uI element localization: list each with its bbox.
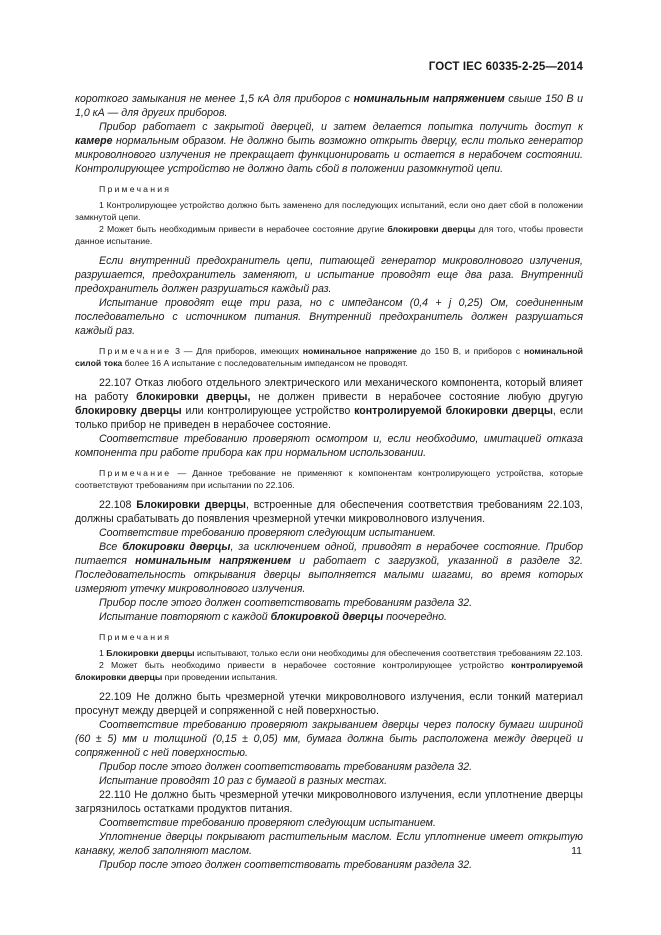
paragraph-fuse-test: Если внутренний предохранитель цепи, питающей генератор микроволнового излучения, разрушается, предохранитель заменяют, и испытание проводят еще два раза. Внутренний предохранитель должен разрушаться каждый раз. — [75, 255, 583, 295]
note-22-107: Примечание — Данное требование не применяют к компонентам контролирующего устройства, которые соответствуют требованиям при испытании по 22.106. — [75, 468, 583, 490]
note-2-item-2: 2 Может быть необходимо привести в нерабочее состояние контролирующее устройство контролируемой блокировки дверцы при проведении испытания. — [75, 660, 583, 682]
note-3: Примечание 3 — Для приборов, имеющих номинальное напряжение до 150 В, и приборов с номинальной силой тока более 16 А испытание с последовательным импедансом не проводят. — [75, 346, 584, 368]
clause-22-110-result: Прибор после этого должен соответствовать требованиям раздела 32. — [99, 859, 473, 871]
clause-22-110: 22.110 Не должно быть чрезмерной утечки микроволнового излучения, если уплотнение дверцы загрязнилось остатками продуктов питания. — [75, 789, 583, 815]
standard-code-header: ГОСТ IEC 60335-2-25—2014 — [428, 61, 583, 73]
paragraph-continuation: короткого замыкания не менее 1,5 кА для приборов с номинальным напряжением свыше 150 В и 1,0 кА — для других приборов. — [75, 93, 584, 119]
clause-22-109-compliance: Соответствие требованию проверяют закрыванием дверцы через полоску бумаги шириной (60 ± 5) мм и толщиной (0,15 ± 0,05) мм, бумага должна быть расположена между дверцей и сопряженной с ней поверхностью. — [75, 719, 583, 759]
clause-22-109-repeat: Испытание проводят 10 раз с бумагой в разных местах. — [99, 775, 388, 787]
clause-22-107: 22.107 Отказ любого отдельного электрического или механического компонента, который влияет на работу блокировки дверцы, не должен привести в нерабочее состояние любую другую блокировку дверцы или контролирующее устройство контролируемой блокировки дверцы, если только прибор не приведен в нерабочее состояние. — [75, 377, 583, 431]
clause-22-110-test: Уплотнение дверцы покрывают растительным маслом. Если уплотнение имеет открытую канавку, желоб заполняют маслом. — [75, 831, 583, 857]
clause-22-107-compliance: Соответствие требованию проверяют осмотром и, если необходимо, имитацией отказа компонента при работе прибора как при нормальном использовании. — [75, 433, 583, 459]
note-1-item-1: 1 Контролирующее устройство должно быть заменено для последующих испытаний, если оно дает сбой в положении замкнутой цепи. — [75, 200, 583, 222]
clause-22-109-result: Прибор после этого должен соответствовать требованиям раздела 32. — [99, 761, 473, 773]
notes-heading-1: Примечания — [99, 184, 172, 194]
paragraph-impedance-test: Испытание проводят еще три раза, но с импедансом (0,4 + j 0,25) Ом, соединенным последовательно с источником питания. Внутренний предохранитель должен разрушаться каждый раз. — [75, 297, 583, 337]
clause-22-109: 22.109 Не должно быть чрезмерной утечки микроволнового излучения, если тонкий материал просунут между дверцей и сопряженной с ней поверхностью. — [75, 691, 583, 717]
clause-22-110-compliance: Соответствие требованию проверяют следующим испытанием. — [99, 817, 436, 829]
clause-22-108: 22.108 Блокировки дверцы, встроенные для обеспечения соответствия требованиям 22.103, должны срабатывать до появления чрезмерной утечки микроволнового излучения. — [75, 499, 583, 525]
page-content — [75, 92, 583, 872]
clause-22-108-test: Все блокировки дверцы, за исключением одной, приводят в нерабочее состояние. Прибор питается номинальным напряжением и работает с загрузкой, указанной в разделе 32. Последовательность открывания дверцы выполняется малыми шагами, во время которых измеряют утечку микроволнового излучения. — [75, 541, 583, 595]
note-1-item-2: 2 Может быть необходимым привести в нерабочее состояние другие блокировки дверцы для того, чтобы провести данное испытание. — [75, 224, 583, 246]
notes-heading-2: Примечания — [99, 632, 172, 642]
paragraph-door-test: Прибор работает с закрытой дверцей, и затем делается попытка получить доступ к камере нормальным образом. Не должно быть возможно открыть дверцу, если только генератор микроволнового излучения не прекращает функционировать и остается в нерабочем состоянии. Контролирующее устройство не должно дать сбой в положении разомкнутой цепи. — [75, 121, 583, 175]
clause-22-108-compliance: Соответствие требованию проверяют следующим испытанием. — [99, 527, 436, 539]
page-number: 11 — [571, 845, 582, 857]
clause-22-108-repeat: Испытание повторяют с каждой блокировкой дверцы поочередно. — [99, 611, 447, 623]
clause-22-108-result: Прибор после этого должен соответствовать требованиям раздела 32. — [99, 597, 473, 609]
note-2-item-1: 1 Блокировки дверцы испытывают, только если они необходимы для обеспечения соответствия требованиям 22.103. — [99, 648, 583, 658]
